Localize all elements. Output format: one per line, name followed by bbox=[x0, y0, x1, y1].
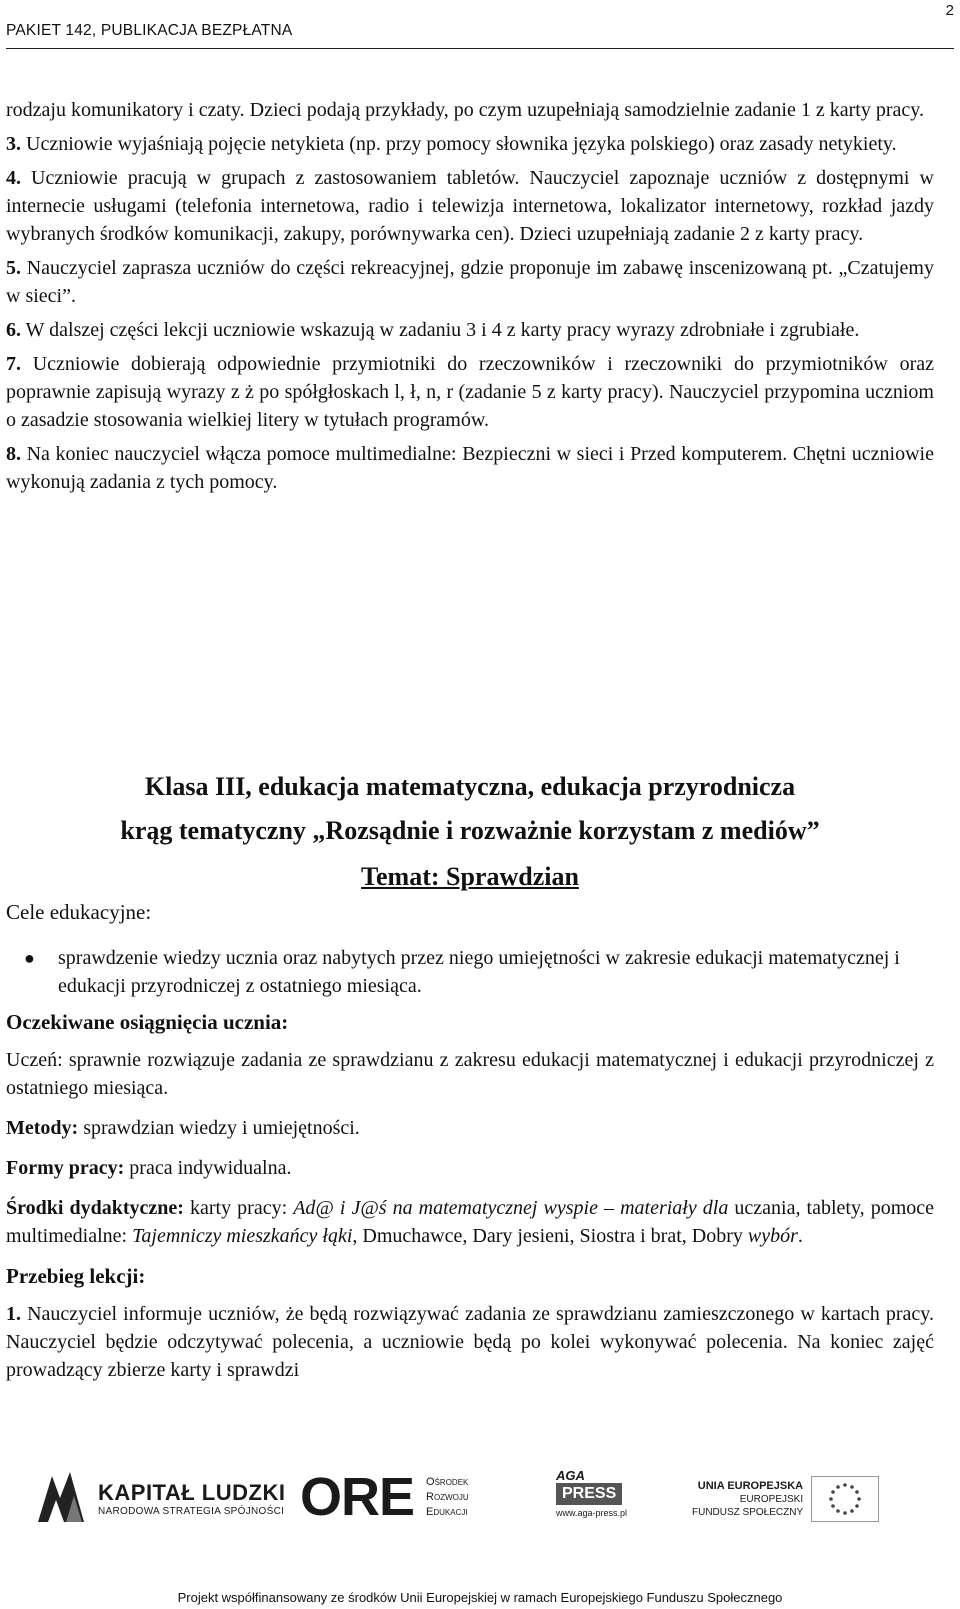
page-header bbox=[6, 2, 954, 48]
footer-logos bbox=[0, 1462, 960, 1609]
header-title: PAKIET 142, PUBLIKACJA BEZPŁATNA bbox=[6, 22, 293, 39]
kapital-ludzki-logo bbox=[30, 1470, 285, 1526]
goal-bullet bbox=[6, 944, 934, 1000]
eu-flag-icon bbox=[811, 1476, 879, 1522]
ore-mark: ORE bbox=[300, 1467, 415, 1527]
paragraph-7: 7. Uczniowie dobierają odpowiednie przymiotniki do rzeczowników i rzeczowniki do przymiotników oraz poprawnie zapisują wyrazy z ż po spółgłoskach l, ł, n, r (zadanie 5 z karty pracy). Nauczyciel przypomina uczniom o zasadzie stosowania wielkiej litery w tytułach programów. bbox=[6, 353, 934, 431]
paragraph-continued: rodzaju komunikatory i czaty. Dzieci podają przykłady, po czym uzupełniają samodzielnie zadanie 1 z karty pracy. bbox=[6, 99, 924, 121]
lesson-subtitle: krąg tematyczny „Rozsądnie i rozważnie korzystam z mediów” bbox=[120, 816, 820, 845]
goals-label: Cele edukacyjne: bbox=[6, 900, 152, 924]
paragraph-6: 6. W dalszej części lekcji uczniowie wskazują w zadaniu 3 i 4 z karty pracy wyrazy zdrobniałe i zgrubiałe. bbox=[6, 319, 860, 341]
page-number: 2 bbox=[945, 2, 954, 19]
course-step-1: 1. Nauczyciel informuje uczniów, że będą rozwiązywać zadania ze sprawdzianu zamieszczonego w kartach pracy. Nauczyciel będzie odczytywać polecenia, a uczniowie będą po kolei wykonywać polecenia. Na koniec zajęć prowadzący zbierze karty i sprawdzi bbox=[6, 1303, 934, 1381]
ore-logo: ORE Ośrodek Rozwoju Edukacji bbox=[300, 1467, 469, 1527]
intro-section bbox=[6, 96, 934, 502]
header-rule bbox=[6, 48, 954, 49]
project-note: Projekt współfinansowany ze środków Unii Europejskiej w ramach Europejskiego Funduszu Społecznego bbox=[177, 1590, 783, 1605]
kl-subtitle: NARODOWA STRATEGIA SPÓJNOŚCI bbox=[98, 1505, 285, 1517]
paragraph-8: 8. Na koniec nauczyciel włącza pomoce multimedialne: Bezpieczni w sieci i Przed komputerem. Chętni uczniowie wykonują zadania z tych pomocy. bbox=[6, 443, 934, 493]
bullet-icon: ● bbox=[24, 948, 35, 968]
outcomes-label: Oczekiwane osiągnięcia ucznia: bbox=[6, 1010, 289, 1034]
aga-press-logo: AGA PRESS www.aga-press.pl bbox=[556, 1468, 628, 1518]
goal-text: sprawdzenie wiedzy ucznia oraz nabytych przez niego umiejętności w zakresie edukacji matematycznej i edukacji przyrodniczej z ostatniego miesiąca. bbox=[58, 947, 900, 997]
lesson-title: Klasa III, edukacja matematyczna, edukacja przyrodnicza bbox=[144, 772, 796, 801]
lesson-topic: Temat: Sprawdzian bbox=[361, 862, 579, 891]
paragraph-4: 4. Uczniowie pracują w grupach z zastosowaniem tabletów. Nauczyciel zapoznaje uczniów z dostępnymi w internecie usługami (telefonia internetowa, radio i telewizja internetowa, lokalizator internetowy, rozkład jazdy wybranych środków komunikacji, zakupy, porównywarka cen). Dzieci uzupełniają zadanie 2 z karty pracy. bbox=[6, 167, 934, 245]
paragraph-3: 3. Uczniowie wyjaśniają pojęcie netykieta (np. przy pomocy słownika języka polskiego) oraz zasady netykiety. bbox=[6, 133, 897, 155]
outcomes-text: Uczeń: sprawnie rozwiązuje zadania ze sprawdzianu z zakresu edukacji matematycznej i edukacji przyrodniczej z ostatniego miesiąca. bbox=[6, 1049, 934, 1099]
paragraph-5: 5. Nauczyciel zaprasza uczniów do części rekreacyjnej, gdzie proponuje im zabawę inscenizowaną pt. „Czatujemy w sieci”. bbox=[6, 257, 934, 307]
teaching-aids: Środki dydaktyczne: karty pracy: Ad@ i J@ś na matematycznej wyspie – materiały dla uczania, tablety, pomoce multimedialne: Tajemniczy mieszkańcy łąki, Dmuchawce, Dary jesieni, Siostra i brat, Dobry wybór. bbox=[6, 1197, 935, 1247]
kapital-ludzki-icon bbox=[30, 1470, 90, 1526]
kl-title: KAPITAŁ LUDZKI bbox=[98, 1479, 286, 1505]
forms: Formy pracy: praca indywidualna. bbox=[6, 1157, 292, 1179]
course-label: Przebieg lekcji: bbox=[6, 1264, 146, 1288]
lesson-section bbox=[6, 770, 934, 1396]
ue-logo: UNIA EUROPEJSKA EUROPEJSKI FUNDUSZ SPOŁECZNY bbox=[692, 1476, 879, 1522]
methods: Metody: sprawdzian wiedzy i umiejętności. bbox=[6, 1117, 360, 1139]
